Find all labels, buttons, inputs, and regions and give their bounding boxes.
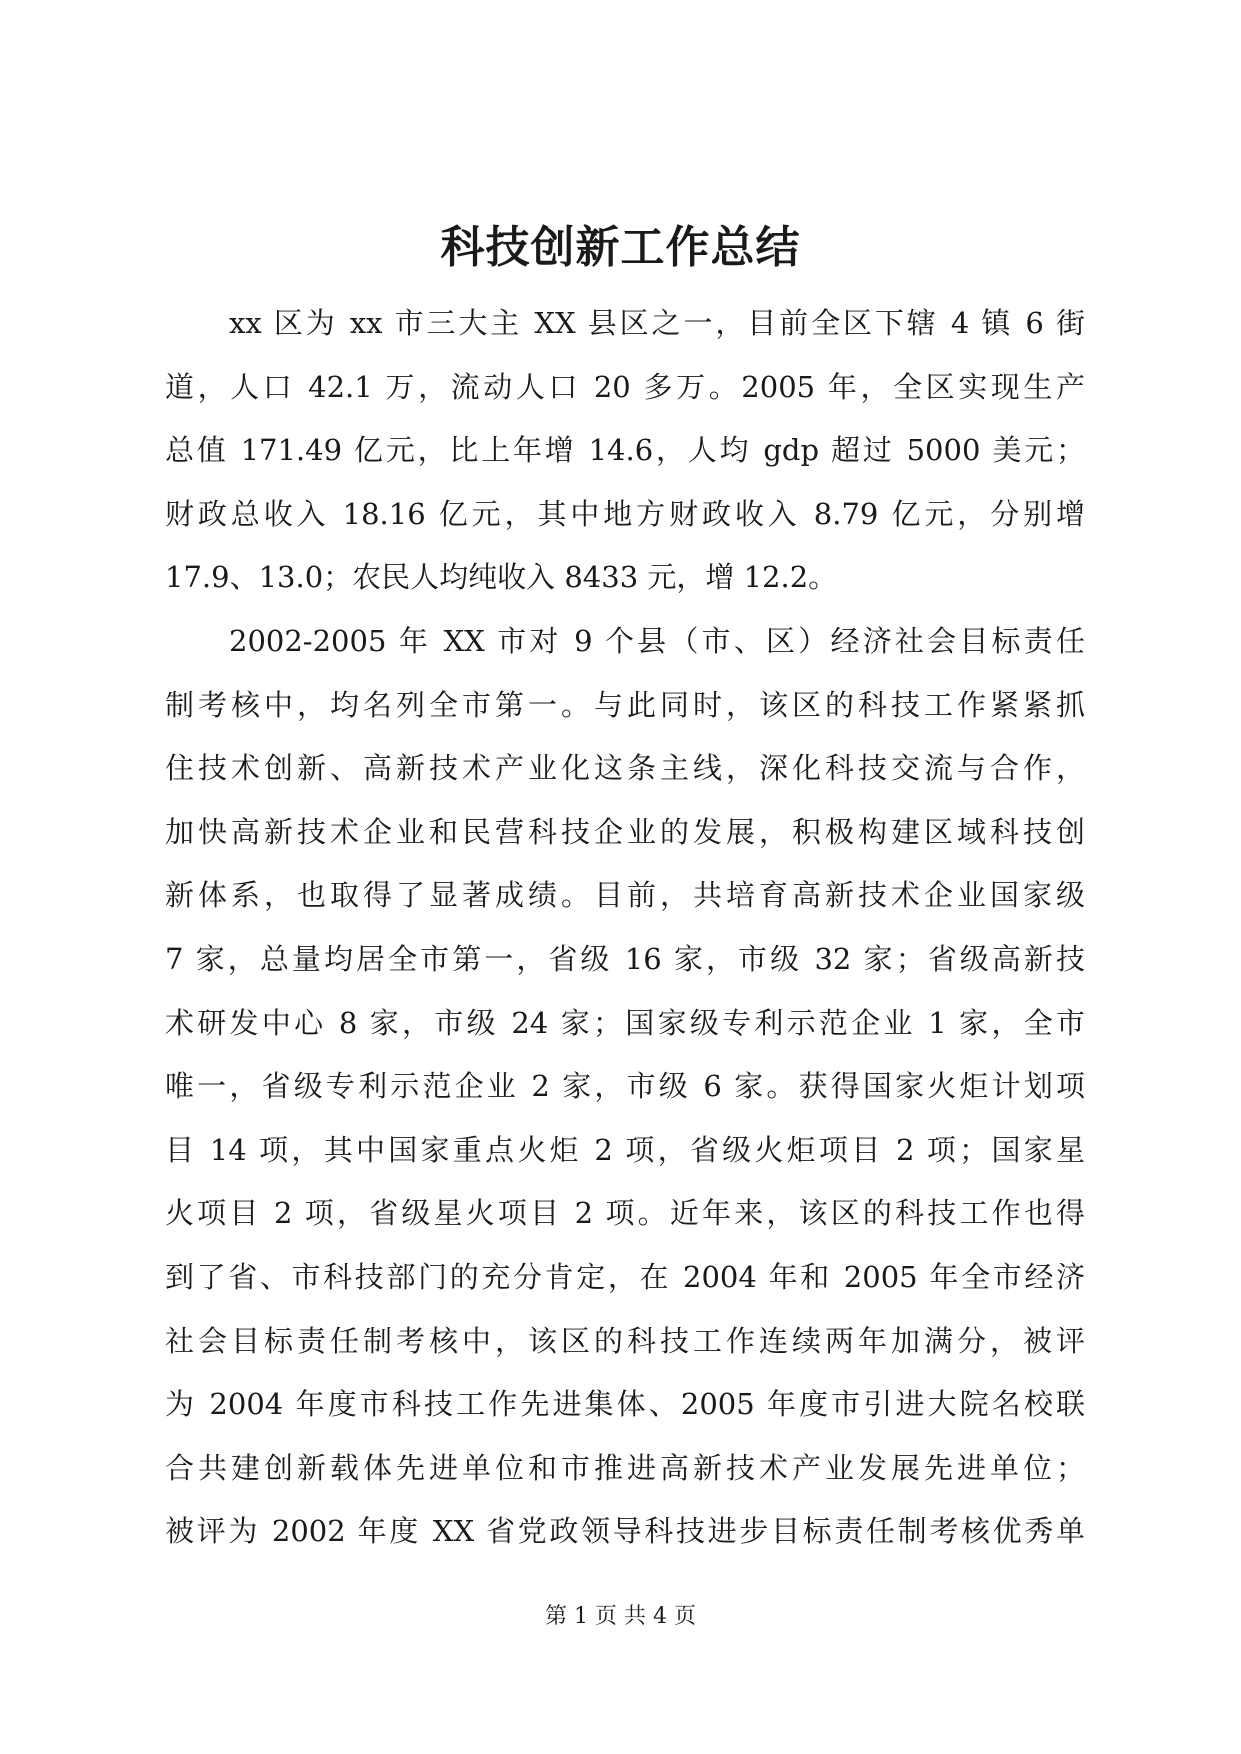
paragraph-2-line: 火项目 2 项，省级星火项目 2 项。近年来，该区的科技工作也得 [165, 1196, 1085, 1231]
paragraph-2-line: 唯一，省级专利示范企业 2 家，市级 6 家。获得国家火炬计划项 [165, 1069, 1085, 1104]
paragraph-1-line: 17.9、13.0；农民人均纯收入 8433 元，增 12.2。 [165, 560, 838, 595]
paragraph-1-line: xx 区为 xx 市三大主 XX 县区之一，目前全区下辖 4 镇 6 街 [229, 306, 1085, 340]
paragraph-1-line: 财政总收入 18.16 亿元，其中地方财政收入 8.79 亿元，分别增 [165, 496, 1085, 531]
paragraph-2-line: 合共建创新载体先进单位和市推进高新技术产业发展先进单位； [165, 1450, 1085, 1485]
document-body [165, 292, 1085, 1564]
paragraph-2-line: 术研发中心 8 家，市级 24 家；国家级专利示范企业 1 家，全市 [165, 1005, 1085, 1040]
paragraph-2-line: 到了省、市科技部门的充分肯定，在 2004 年和 2005 年全市经济 [165, 1259, 1085, 1294]
paragraph-1-line: 道，人口 42.1 万，流动人口 20 多万。2005 年，全区实现生产 [165, 369, 1085, 404]
page-footer: 第 1 页 共 4 页 [545, 1604, 696, 1629]
paragraph-2-line: 社会目标责任制考核中，该区的科技工作连续两年加满分，被评 [165, 1323, 1085, 1358]
paragraph-2-line: 7 家，总量均居全市第一，省级 16 家，市级 32 家；省级高新技 [165, 941, 1085, 976]
paragraph-2-line: 加快高新技术企业和民营科技企业的发展，积极构建区域科技创 [165, 814, 1085, 849]
paragraph-2-line: 为 2004 年度市科技工作先进集体、2005 年度市引进大院名校联 [165, 1387, 1085, 1422]
paragraph-2-line: 制考核中，均名列全市第一。与此同时，该区的科技工作紧紧抓 [165, 687, 1085, 722]
paragraph-1-line: 总值 171.49 亿元，比上年增 14.6，人均 gdp 超过 5000 美元； [165, 433, 1085, 468]
paragraph-2-line: 住技术创新、高新技术产业化这条主线，深化科技交流与合作， [165, 751, 1085, 786]
paragraph-2-line: 目 14 项，其中国家重点火炬 2 项，省级火炬项目 2 项；国家星 [165, 1132, 1085, 1167]
paragraph-2-line: 新体系，也取得了显著成绩。目前，共培育高新技术企业国家级 [165, 878, 1085, 913]
document-title: 科技创新工作总结 [440, 222, 801, 273]
paragraph-2-line: 被评为 2002 年度 XX 省党政领导科技进步目标责任制考核优秀单 [165, 1514, 1085, 1549]
paragraph-2-line: 2002-2005 年 XX 市对 9 个县（市、区）经济社会目标责任 [229, 623, 1085, 658]
